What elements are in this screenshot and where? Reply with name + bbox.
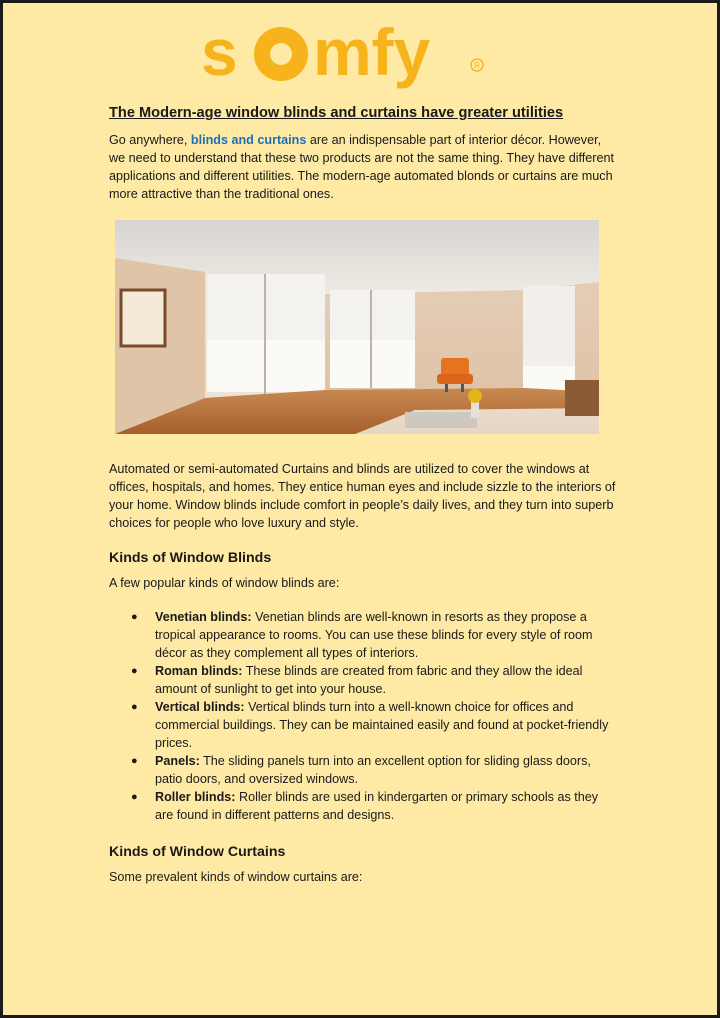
curtains-intro: Some prevalent kinds of window curtains are: bbox=[109, 870, 363, 884]
article-title: The Modern-age window blinds and curtains have greater utilities bbox=[109, 105, 564, 121]
bullet-icon: ● bbox=[131, 791, 138, 803]
blinds-and-curtains-link[interactable]: blinds and curtains bbox=[190, 133, 307, 147]
logo-sun-center bbox=[270, 43, 292, 65]
logo-letters-mfy: mfy bbox=[313, 17, 431, 89]
intro-paragraph: Go anywhere, blinds and curtains are an indispensable part of interior décor. However, we need to understand that these two products are not the same thing. They have different applications and different utilities. The modern-age automated blonds or curtains are much more attractive than the traditional ones. bbox=[109, 133, 615, 201]
list-item: ● Venetian blinds: Venetian blinds are well-known in resorts as they propose a tropical appearance to rooms. You can use these blinds for every style of room décor as they complement all types of interiors. bbox=[131, 610, 593, 660]
blinds-intro: A few popular kinds of window blinds are: bbox=[109, 576, 340, 590]
bullet-icon: ● bbox=[131, 611, 138, 623]
curtains-heading: Kinds of Window Curtains bbox=[109, 844, 286, 860]
bullet-icon: ● bbox=[131, 701, 138, 713]
somfy-logo bbox=[201, 17, 491, 89]
paragraph-automation: Automated or semi-automated Curtains and blinds are utilized to cover the windows at offices, hospitals, and homes. They entice human eyes and include sizzle to the interiors of your home. Window blinds include comfort in people’s daily lives, and they turn into superb choices for people who love luxury and style. bbox=[109, 462, 616, 530]
living-room-photo bbox=[115, 220, 599, 434]
registered-mark: R bbox=[474, 61, 480, 70]
blinds-list bbox=[109, 608, 619, 824]
list-item: ● Roller blinds: Roller blinds are used in kindergarten or primary schools as they are found in different patterns and designs. bbox=[131, 790, 599, 822]
list-item: ● Vertical blinds: Vertical blinds turn into a well-known choice for offices and commercial buildings. They can be maintained easily and found at pocket-friendly prices. bbox=[131, 700, 609, 750]
blinds-heading: Kinds of Window Blinds bbox=[109, 550, 272, 566]
bullet-icon: ● bbox=[131, 665, 138, 677]
list-item: ● Roman blinds: These blinds are created from fabric and they allow the ideal amount of sunlight to get into your house. bbox=[131, 664, 583, 696]
article-body bbox=[109, 103, 619, 886]
list-item: ● Panels: The sliding panels turn into an excellent option for sliding glass doors, patio doors, and oversized windows. bbox=[131, 754, 591, 786]
bullet-icon: ● bbox=[131, 755, 138, 767]
logo-letter-s: s bbox=[201, 17, 238, 89]
